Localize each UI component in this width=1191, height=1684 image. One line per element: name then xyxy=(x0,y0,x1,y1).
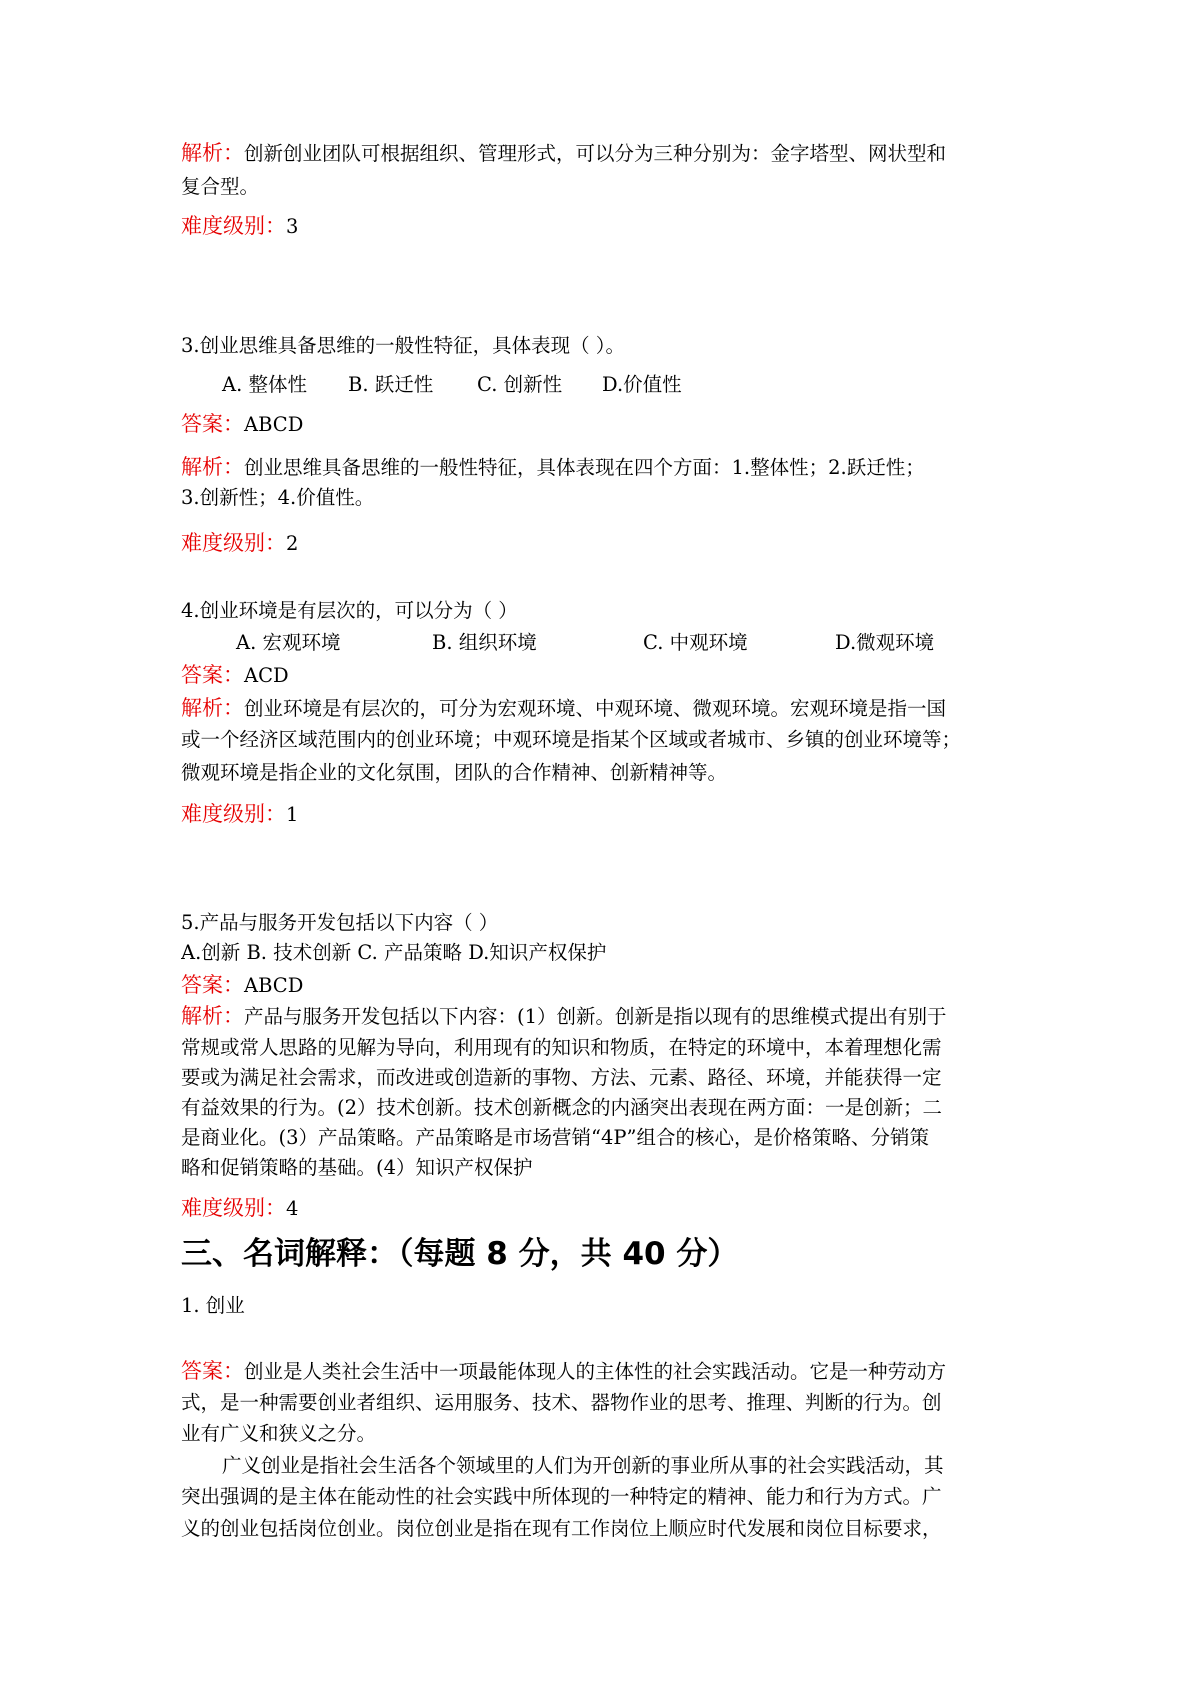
paragraph-line: 义的创业包括岗位创业。岗位创业是指在现有工作岗位上顺应时代发展和岗位目标要求， xyxy=(181,1517,942,1540)
question-stem: 3.创业思维具备思维的一般性特征，具体表现（ ）。 xyxy=(181,334,626,357)
difficulty-label: 难度级别： xyxy=(181,531,286,555)
difficulty-label: 难度级别： xyxy=(181,214,286,238)
option-a: A. 整体性 xyxy=(222,373,307,396)
answer-value: ABCD xyxy=(244,974,304,997)
difficulty-value: 3 xyxy=(286,215,299,238)
answer-line xyxy=(181,408,1011,441)
analysis-label: 解析： xyxy=(181,455,244,479)
analysis-line: 解析：创业思维具备思维的一般性特征，具体表现在四个方面：1.整体性；2.跃迁性； xyxy=(181,455,925,479)
option-a: A. 宏观环境 xyxy=(236,631,341,654)
analysis-label: 解析： xyxy=(181,141,244,165)
paragraph-line: 广义创业是指社会生活各个领域里的人们为开创新的事业所从事的社会实践活动，其 xyxy=(222,1454,944,1477)
term-title: 1. 创业 xyxy=(181,1294,245,1317)
analysis-line: 解析：创新创业团队可根据组织、管理形式，可以分为三种分别为：金字塔型、网状型和 xyxy=(181,141,947,165)
option-c: C. 中观环境 xyxy=(643,631,748,654)
paragraph-line: 突出强调的是主体在能动性的社会实践中所体现的一种特定的精神、能力和行为方式。广 xyxy=(181,1485,942,1508)
difficulty-line xyxy=(181,1192,1011,1225)
analysis-line: 复合型。 xyxy=(181,175,260,198)
analysis-line: 微观环境是指企业的文化氛围，团队的合作精神、创新精神等。 xyxy=(181,761,728,784)
analysis-line: 解析：产品与服务开发包括以下内容：(1）创新。创新是指以现有的思维模式提出有别于 xyxy=(181,1004,947,1028)
answer-line xyxy=(181,969,1011,1002)
answer-line: 式，是一种需要创业者组织、运用服务、技术、器物作业的思考、推理、判断的行为。创 xyxy=(181,1391,942,1414)
analysis-line: 解析：创业环境是有层次的，可分为宏观环境、中观环境、微观环境。宏观环境是指一国 xyxy=(181,696,947,720)
difficulty-value: 1 xyxy=(286,803,299,826)
option-d: D.微观环境 xyxy=(835,631,935,654)
answer-line xyxy=(181,659,1011,692)
analysis-line: 有益效果的行为。(2）技术创新。技术创新概念的内涵突出表现在两方面：一是创新；二 xyxy=(181,1096,943,1119)
analysis-label: 解析： xyxy=(181,696,244,720)
answer-value: ACD xyxy=(244,664,289,687)
answer-label: 答案： xyxy=(181,973,244,997)
analysis-line: 略和促销策略的基础。(4）知识产权保护 xyxy=(181,1156,533,1179)
difficulty-line xyxy=(181,527,1011,560)
option-b: B. 跃迁性 xyxy=(348,373,434,396)
difficulty-line xyxy=(181,798,1011,831)
analysis-line: 或一个经济区域范围内的创业环境；中观环境是指某个区域或者城市、乡镇的创业环境等； xyxy=(181,728,962,751)
answer-label: 答案： xyxy=(181,663,244,687)
answer-label: 答案： xyxy=(181,1359,244,1383)
analysis-line: 3.创新性；4.价值性。 xyxy=(181,486,375,509)
analysis-line: 是商业化。(3）产品策略。产品策略是市场营销“4P”组合的核心，是价格策略、分销策 xyxy=(181,1126,929,1149)
question-stem: 5.产品与服务开发包括以下内容（ ） xyxy=(181,911,499,934)
analysis-line: 要或为满足社会需求，而改进或创造新的事物、方法、元素、路径、环境，并能获得一定 xyxy=(181,1066,942,1089)
analysis-line: 常规或常人思路的见解为导向，利用现有的知识和物质，在特定的环境中，本着理想化需 xyxy=(181,1036,942,1059)
option-c: C. 创新性 xyxy=(477,373,563,396)
options-line: A.创新 B. 技术创新 C. 产品策略 D.知识产权保护 xyxy=(181,941,607,964)
difficulty-label: 难度级别： xyxy=(181,802,286,826)
answer-value: ABCD xyxy=(244,413,304,436)
answer-line: 答案：创业是人类社会生活中一项最能体现人的主体性的社会实践活动。它是一种劳动方 xyxy=(181,1359,947,1383)
difficulty-value: 4 xyxy=(286,1197,299,1220)
analysis-label: 解析： xyxy=(181,1004,244,1028)
difficulty-line xyxy=(181,210,1011,243)
question-stem: 4.创业环境是有层次的，可以分为（ ） xyxy=(181,599,518,622)
section-heading: 三、名词解释：（每题 8 分，共 40 分） xyxy=(181,1236,739,1272)
option-b: B. 组织环境 xyxy=(432,631,537,654)
answer-line: 业有广义和狭义之分。 xyxy=(181,1422,377,1445)
option-d: D.价值性 xyxy=(602,373,682,396)
difficulty-value: 2 xyxy=(286,532,299,555)
answer-label: 答案： xyxy=(181,412,244,436)
difficulty-label: 难度级别： xyxy=(181,1196,286,1220)
